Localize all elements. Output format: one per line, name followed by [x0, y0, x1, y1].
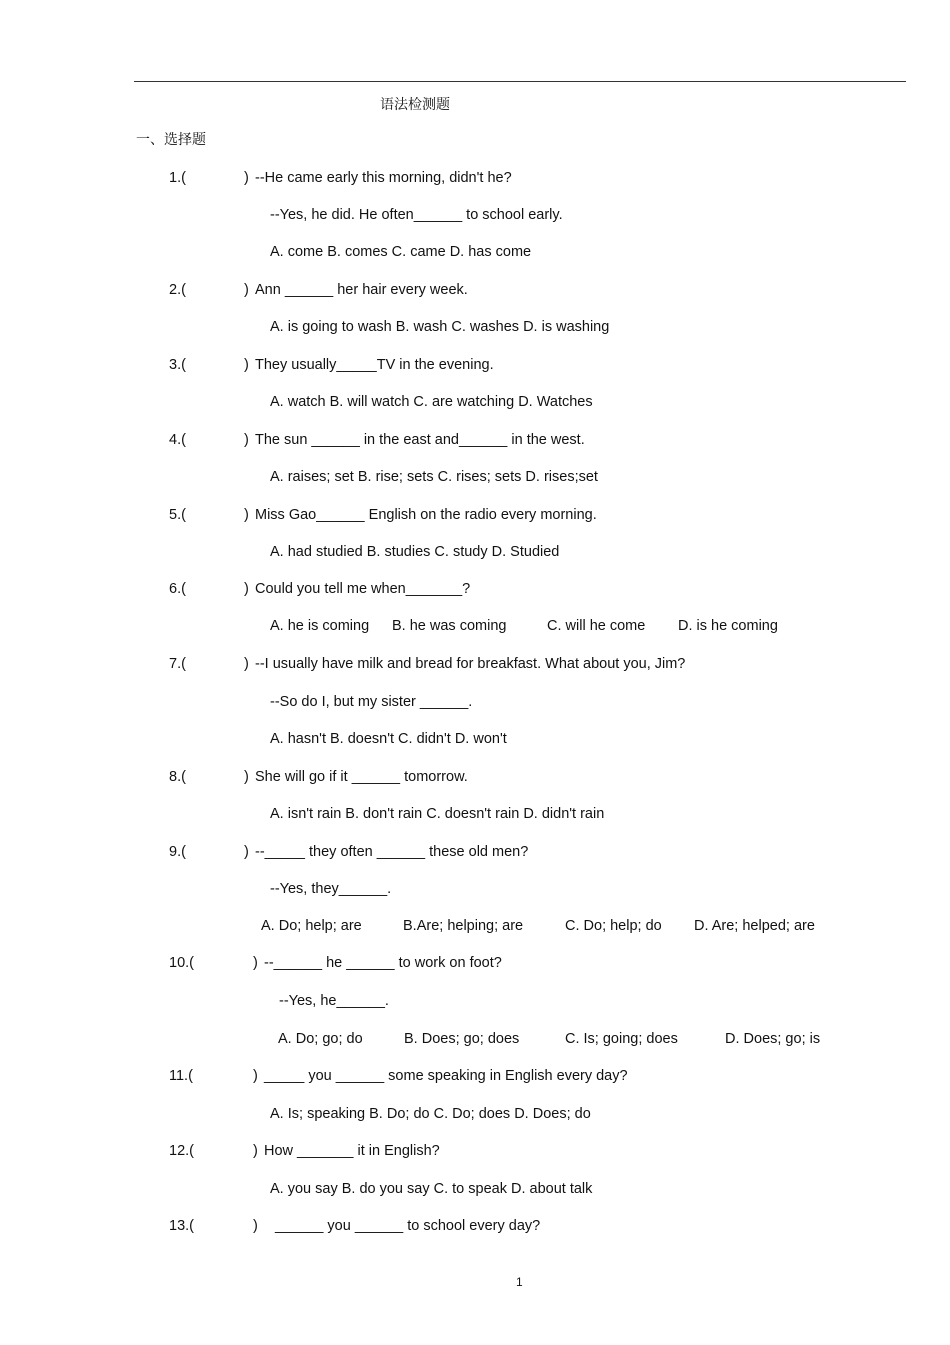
q9-option-a: A. Do; help; are — [261, 918, 362, 934]
q13-stem: ______ you ______ to school every day? — [275, 1218, 541, 1234]
q3-number: 3.( — [169, 357, 186, 373]
q6-stem: Could you tell me when_______? — [255, 581, 471, 597]
q8-stem: She will go if it ______ tomorrow. — [255, 769, 468, 785]
q2-stem: Ann ______ her hair every week. — [255, 282, 468, 298]
header-rule — [134, 81, 906, 82]
q3-paren: ) — [244, 357, 249, 373]
q12-paren: ) — [253, 1143, 258, 1159]
q1-stem: --He came early this morning, didn't he? — [255, 170, 512, 186]
q7-stem: --I usually have milk and bread for breakfast. What about you, Jim? — [255, 656, 686, 672]
q6-option-c: C. will he come — [547, 618, 646, 634]
q6-option-d: D. is he coming — [678, 618, 778, 634]
q10-option-a: A. Do; go; do — [278, 1031, 363, 1047]
q5-paren: ) — [244, 507, 249, 523]
q7-number: 7.( — [169, 656, 186, 672]
q7-options: A. hasn't B. doesn't C. didn't D. won't — [270, 731, 507, 747]
q8-number: 8.( — [169, 769, 186, 785]
q12-number: 12.( — [169, 1143, 194, 1159]
q10-option-d: D. Does; go; is — [725, 1031, 821, 1047]
q11-options: A. Is; speaking B. Do; do C. Do; does D. Does; do — [270, 1106, 591, 1122]
q9-line2: --Yes, they______. — [270, 881, 392, 897]
q3-stem: They usually_____TV in the evening. — [255, 357, 494, 373]
q9-number: 9.( — [169, 844, 186, 860]
q10-option-b: B. Does; go; does — [404, 1031, 520, 1047]
q12-options: A. you say B. do you say C. to speak D. about talk — [270, 1181, 593, 1197]
q2-paren: ) — [244, 282, 249, 298]
q10-number: 10.( — [169, 955, 194, 971]
q10-paren: ) — [253, 955, 258, 971]
q4-stem: The sun ______ in the east and______ in the west. — [255, 432, 585, 448]
q11-stem: _____ you ______ some speaking in English every day? — [264, 1068, 628, 1084]
q9-option-d: D. Are; helped; are — [694, 918, 815, 934]
section-heading: 一、选择题 — [136, 132, 206, 148]
q10-stem: --______ he ______ to work on foot? — [264, 955, 502, 971]
q12-stem: How _______ it in English? — [264, 1143, 440, 1159]
q11-number: 11.( — [169, 1068, 193, 1084]
q9-stem: --_____ they often ______ these old men? — [255, 844, 529, 860]
q11-paren: ) — [253, 1068, 258, 1084]
page-title: 语法检测题 — [380, 97, 450, 113]
q9-option-c: C. Do; help; do — [565, 918, 662, 934]
q1-line2: --Yes, he did. He often______ to school early. — [270, 207, 563, 223]
q6-number: 6.( — [169, 581, 186, 597]
q6-option-b: B. he was coming — [392, 618, 507, 634]
q8-options: A. isn't rain B. don't rain C. doesn't rain D. didn't rain — [270, 806, 605, 822]
q5-options: A. had studied B. studies C. study D. Studied — [270, 544, 560, 560]
q4-options: A. raises; set B. rise; sets C. rises; sets D. rises;set — [270, 469, 598, 485]
q4-number: 4.( — [169, 432, 186, 448]
q6-option-a: A. he is coming — [270, 618, 370, 634]
q3-options: A. watch B. will watch C. are watching D. Watches — [270, 394, 593, 410]
q1-number: 1.( — [169, 170, 186, 186]
q7-line2: --So do I, but my sister ______. — [270, 694, 473, 710]
q4-paren: ) — [244, 432, 249, 448]
q6-paren: ) — [244, 581, 249, 597]
q10-line2: --Yes, he______. — [279, 993, 389, 1009]
q9-option-b: B.Are; helping; are — [403, 918, 524, 934]
q1-options: A. come B. comes C. came D. has come — [270, 244, 532, 260]
q5-number: 5.( — [169, 507, 186, 523]
q5-stem: Miss Gao______ English on the radio every morning. — [255, 507, 597, 523]
q8-paren: ) — [244, 769, 249, 785]
q2-options: A. is going to wash B. wash C. washes D. is washing — [270, 319, 610, 335]
q7-paren: ) — [244, 656, 249, 672]
q9-paren: ) — [244, 844, 249, 860]
q13-paren: ) — [253, 1218, 258, 1234]
q13-number: 13.( — [169, 1218, 194, 1234]
page-number: 1 — [516, 1275, 523, 1289]
q2-number: 2.( — [169, 282, 186, 298]
q1-paren: ) — [244, 170, 249, 186]
q10-option-c: C. Is; going; does — [565, 1031, 678, 1047]
